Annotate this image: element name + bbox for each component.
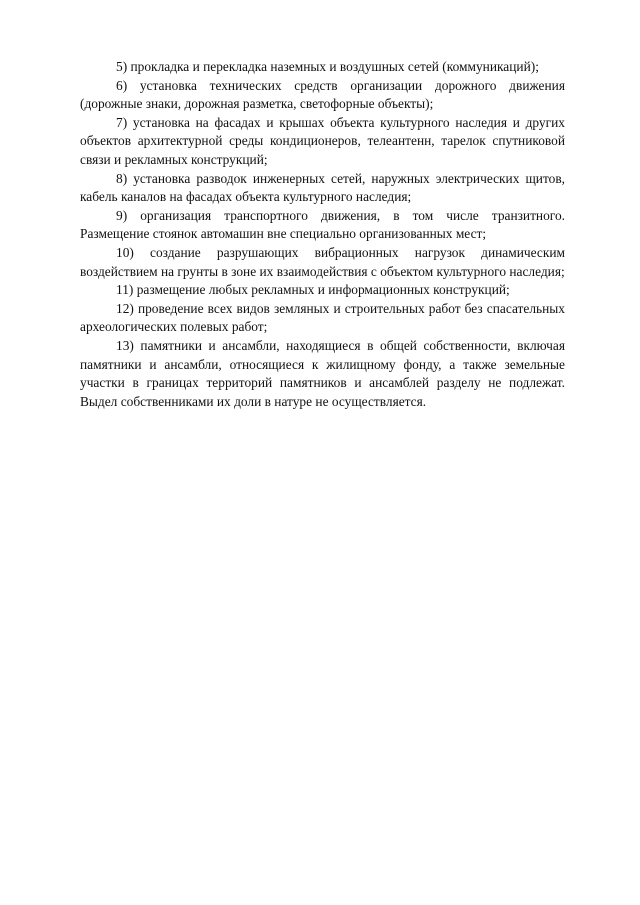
document-body (80, 58, 565, 411)
paragraph-item-11: 11) размещение любых рекламных и информационных конструкций; (116, 282, 510, 298)
paragraph-item-12: 12) проведение всех видов земляных и строительных работ без спасательных археологических полевых работ; (80, 300, 565, 335)
paragraph-item-13: 13) памятники и ансамбли, находящиеся в общей собственности, включая памятники и ансамбли, относящиеся к жилищному фонду, а также земельные участки в границах территорий памятников и ансамблей разделу не подлежат. Выдел собственниками их доли в натуре не осуществляется. (80, 337, 565, 409)
paragraph-item-5: 5) прокладка и перекладка наземных и воздушных сетей (коммуникаций); (116, 59, 539, 74)
paragraph-item-6: 6) установка технических средств организации дорожного движения (дорожные знаки, дорожная разметка, светофорные объекты); (80, 77, 565, 112)
paragraph-item-10: 10) создание разрушающих вибрационных нагрузок динамическим воздействием на грунты в зоне их взаимодействия с объектом культурного наследия; (80, 244, 565, 279)
paragraph-item-9: 9) организация транспортного движения, в том числе транзитного. Размещение стоянок автомашин вне специально организованных мест; (80, 207, 565, 242)
paragraph-item-8: 8) установка разводок инженерных сетей, наружных электрических щитов, кабель каналов на фасадах объекта культурного наследия; (80, 170, 565, 205)
paragraph-item-7: 7) установка на фасадах и крышах объекта культурного наследия и других объектов архитектурной среды кондиционеров, телеантенн, тарелок спутниковой связи и рекламных конструкций; (80, 114, 565, 167)
